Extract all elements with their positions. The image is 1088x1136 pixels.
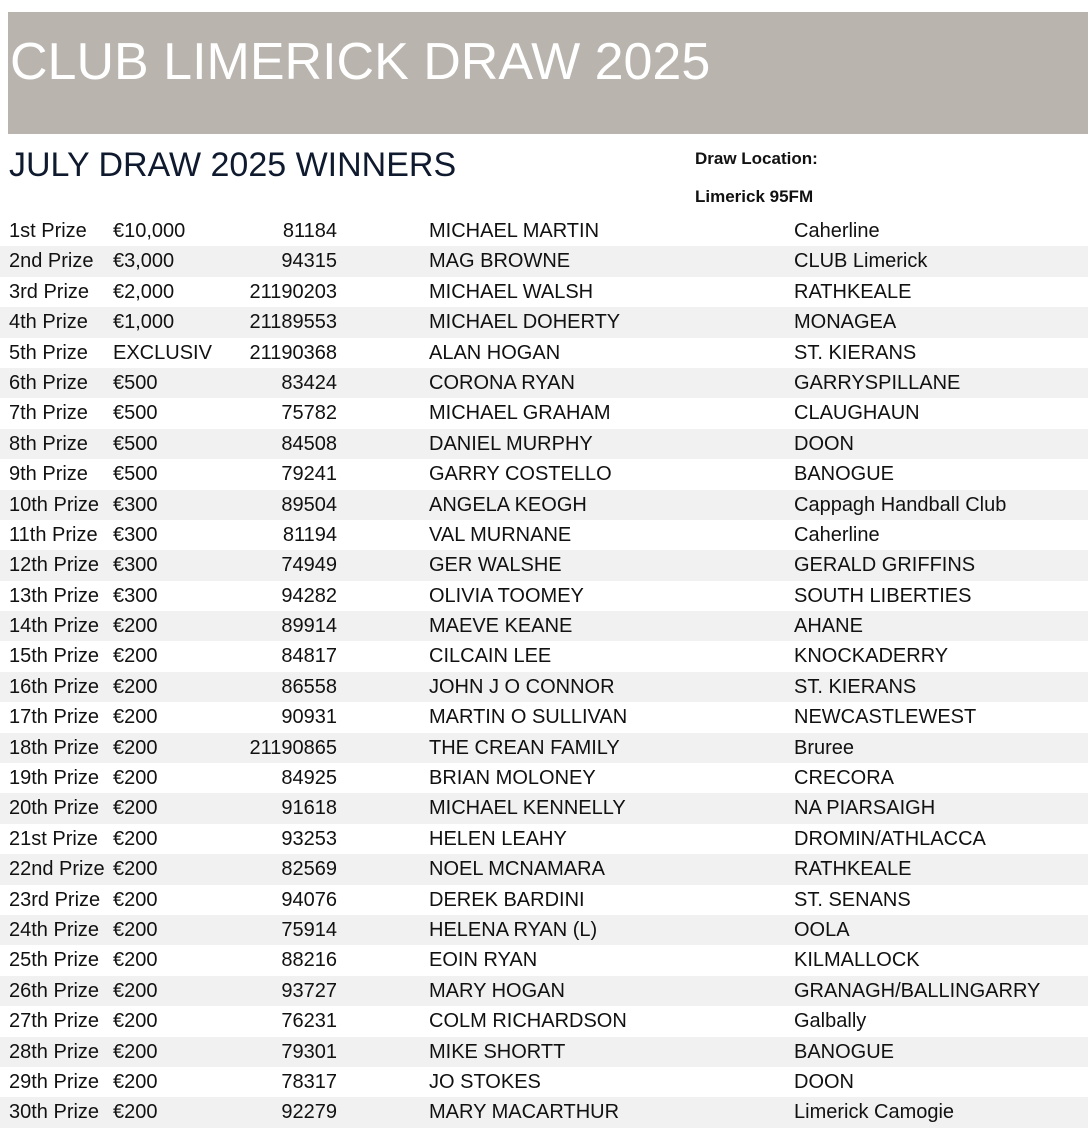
winner-row — [0, 429, 1088, 459]
winner-row — [0, 854, 1088, 884]
winner-row — [0, 763, 1088, 793]
prize-cell: 6th Prize — [9, 371, 88, 394]
club-cell: GARRYSPILLANE — [794, 371, 961, 394]
winner-name-cell: BRIAN MOLONEY — [429, 767, 596, 790]
club-cell: Galbally — [794, 1010, 867, 1033]
winner-name-cell: MICHAEL WALSH — [429, 280, 594, 303]
winner-name-cell: MARY HOGAN — [429, 979, 565, 1002]
winner-row — [0, 976, 1088, 1006]
winner-name-cell: DEREK BARDINI — [429, 888, 585, 911]
club-cell: Caherline — [794, 220, 880, 242]
amount-cell: €500 — [113, 463, 158, 486]
club-cell: KILMALLOCK — [794, 949, 920, 972]
club-cell: GRANAGH/BALLINGARRY — [794, 979, 1041, 1002]
prize-cell: 5th Prize — [9, 341, 88, 364]
prize-cell: 3rd Prize — [9, 280, 90, 303]
ticket-number-cell: 76231 — [281, 1010, 337, 1033]
amount-cell: €500 — [113, 432, 158, 455]
club-cell: BANOGUE — [794, 1040, 895, 1063]
prize-cell: 25th Prize — [9, 949, 100, 972]
club-cell: RATHKEALE — [794, 280, 912, 303]
ticket-number-cell: 90931 — [281, 706, 337, 729]
ticket-number-cell: 75782 — [281, 402, 337, 425]
amount-cell: €200 — [113, 858, 158, 881]
prize-cell: 21st Prize — [9, 827, 98, 850]
winner-name-cell: JO STOKES — [429, 1070, 541, 1093]
ticket-number-cell: 75914 — [281, 918, 337, 941]
winner-row — [0, 641, 1088, 671]
winner-name-cell: EOIN RYAN — [429, 949, 538, 972]
winner-row — [0, 611, 1088, 641]
club-cell: ST. KIERANS — [794, 675, 917, 698]
amount-cell: €300 — [113, 584, 158, 607]
winner-name-cell: GER WALSHE — [429, 554, 562, 577]
winner-row — [0, 246, 1088, 276]
winner-row — [0, 338, 1088, 368]
draw-subtitle: JULY DRAW 2025 WINNERS — [9, 146, 457, 184]
winner-name-cell: MICHAEL MARTIN — [429, 220, 600, 242]
ticket-number-cell: 84817 — [281, 645, 337, 668]
amount-cell: €200 — [113, 1040, 158, 1063]
ticket-number-cell: 21190865 — [249, 736, 337, 759]
winner-row — [0, 1097, 1088, 1127]
prize-cell: 10th Prize — [9, 493, 100, 516]
ticket-number-cell: 94315 — [281, 250, 337, 273]
winner-row — [0, 1067, 1088, 1097]
prize-cell: 1st Prize — [9, 220, 87, 242]
amount-cell: €2,000 — [113, 280, 175, 303]
club-cell: DROMIN/ATHLACCA — [794, 827, 986, 850]
club-cell: Cappagh Handball Club — [794, 493, 1007, 516]
prize-cell: 8th Prize — [9, 432, 88, 455]
prize-cell: 15th Prize — [9, 645, 100, 668]
winner-name-cell: ALAN HOGAN — [429, 341, 561, 364]
club-cell: BANOGUE — [794, 463, 895, 486]
winner-name-cell: MICHAEL GRAHAM — [429, 402, 611, 425]
club-cell: MONAGEA — [794, 311, 897, 334]
amount-cell: €3,000 — [113, 250, 175, 273]
prize-cell: 22nd Prize — [9, 858, 105, 881]
ticket-number-cell: 21190203 — [249, 280, 337, 303]
ticket-number-cell: 83424 — [281, 371, 337, 394]
winner-name-cell: NOEL MCNAMARA — [429, 858, 605, 881]
winner-row — [0, 490, 1088, 520]
winner-row — [0, 733, 1088, 763]
winner-name-cell: JOHN J O CONNOR — [429, 675, 615, 698]
winner-name-cell: MAEVE KEANE — [429, 615, 573, 638]
club-cell: RATHKEALE — [794, 858, 912, 881]
ticket-number-cell: 93727 — [281, 979, 337, 1002]
draw-location-value: Limerick 95FM — [695, 187, 814, 206]
ticket-number-cell: 82569 — [281, 858, 337, 881]
winner-name-cell: COLM RICHARDSON — [429, 1010, 627, 1033]
winner-name-cell: DANIEL MURPHY — [429, 432, 593, 455]
winner-name-cell: MIKE SHORTT — [429, 1040, 566, 1063]
prize-cell: 7th Prize — [9, 402, 88, 425]
ticket-number-cell: 79301 — [281, 1040, 337, 1063]
amount-cell: €1,000 — [113, 311, 175, 334]
ticket-number-cell: 89914 — [281, 615, 337, 638]
amount-cell: €200 — [113, 767, 158, 790]
winner-name-cell: ANGELA KEOGH — [429, 493, 587, 516]
club-cell: DOON — [794, 432, 854, 455]
amount-cell: €10,000 — [113, 220, 186, 242]
amount-cell: €200 — [113, 675, 158, 698]
ticket-number-cell: 81194 — [282, 523, 337, 546]
amount-cell: €200 — [113, 1101, 158, 1124]
winner-name-cell: GARRY COSTELLO — [429, 463, 612, 486]
prize-cell: 4th Prize — [9, 311, 88, 334]
club-cell: Limerick Camogie — [794, 1101, 955, 1124]
winner-row — [0, 1006, 1088, 1036]
prize-cell: 20th Prize — [9, 797, 100, 820]
winner-row — [0, 216, 1088, 246]
winner-row — [0, 520, 1088, 550]
club-cell: KNOCKADERRY — [794, 645, 949, 668]
winner-row — [0, 550, 1088, 580]
ticket-number-cell: 89504 — [281, 493, 337, 516]
prize-cell: 11th Prize — [9, 523, 98, 546]
amount-cell: €300 — [113, 493, 158, 516]
amount-cell: €500 — [113, 402, 158, 425]
winner-row — [0, 824, 1088, 854]
winner-name-cell: VAL MURNANE — [429, 523, 572, 546]
ticket-number-cell: 21190368 — [249, 341, 337, 364]
prize-cell: 16th Prize — [9, 675, 100, 698]
ticket-number-cell: 79241 — [281, 463, 337, 486]
ticket-number-cell: 94282 — [281, 584, 337, 607]
amount-cell: €200 — [113, 888, 158, 911]
amount-cell: €200 — [113, 1070, 158, 1093]
prize-cell: 24th Prize — [9, 918, 100, 941]
draw-location-label: Draw Location: — [695, 149, 818, 168]
winner-row — [0, 793, 1088, 823]
club-cell: SOUTH LIBERTIES — [794, 584, 972, 607]
amount-cell: €200 — [113, 645, 158, 668]
club-cell: OOLA — [794, 918, 850, 941]
winner-name-cell: MARY MACARTHUR — [429, 1101, 620, 1124]
club-cell: CRECORA — [794, 767, 895, 790]
ticket-number-cell: 88216 — [281, 949, 337, 972]
prize-cell: 28th Prize — [9, 1040, 100, 1063]
winner-row — [0, 459, 1088, 489]
ticket-number-cell: 78317 — [281, 1070, 337, 1093]
ticket-number-cell: 86558 — [281, 675, 337, 698]
winner-name-cell: THE CREAN FAMILY — [429, 736, 620, 759]
winner-name-cell: HELENA RYAN (L) — [429, 918, 598, 941]
club-cell: GERALD GRIFFINS — [794, 554, 976, 577]
ticket-number-cell: 92279 — [281, 1101, 337, 1124]
amount-cell: €300 — [113, 554, 158, 577]
amount-cell: €500 — [113, 371, 158, 394]
ticket-number-cell: 84508 — [281, 432, 337, 455]
ticket-number-cell: 94076 — [281, 888, 337, 911]
club-cell: CLAUGHAUN — [794, 402, 920, 425]
amount-cell: €200 — [113, 736, 158, 759]
amount-cell: €200 — [113, 979, 158, 1002]
winner-name-cell: HELEN LEAHY — [429, 827, 567, 850]
amount-cell: €200 — [113, 1010, 158, 1033]
amount-cell: EXCLUSIV — [113, 341, 212, 364]
club-cell: DOON — [794, 1070, 854, 1093]
ticket-number-cell: 93253 — [281, 827, 337, 850]
amount-cell: €200 — [113, 706, 158, 729]
prize-cell: 2nd Prize — [9, 250, 94, 273]
prize-cell: 23rd Prize — [9, 888, 101, 911]
amount-cell: €200 — [113, 949, 158, 972]
club-cell: ST. KIERANS — [794, 341, 917, 364]
winner-row — [0, 398, 1088, 428]
club-cell: ST. SENANS — [794, 888, 911, 911]
prize-cell: 14th Prize — [9, 615, 100, 638]
ticket-number-cell: 74949 — [281, 554, 337, 577]
title-banner — [8, 12, 1088, 134]
ticket-number-cell: 91618 — [281, 797, 337, 820]
winner-name-cell: MICHAEL DOHERTY — [429, 311, 621, 334]
amount-cell: €200 — [113, 827, 158, 850]
club-cell: AHANE — [794, 615, 863, 638]
winner-row — [0, 945, 1088, 975]
club-cell: NA PIARSAIGH — [794, 797, 936, 820]
ticket-number-cell: 81184 — [282, 220, 337, 242]
prize-cell: 27th Prize — [9, 1010, 100, 1033]
winner-row — [0, 885, 1088, 915]
prize-cell: 9th Prize — [9, 463, 88, 486]
winner-name-cell: OLIVIA TOOMEY — [429, 584, 584, 607]
winner-row — [0, 702, 1088, 732]
prize-cell: 13th Prize — [9, 584, 100, 607]
winner-row — [0, 1037, 1088, 1067]
prize-cell: 19th Prize — [9, 767, 100, 790]
winner-row — [0, 307, 1088, 337]
club-cell: Caherline — [794, 523, 880, 546]
page-title: CLUB LIMERICK DRAW 2025 — [10, 33, 711, 91]
amount-cell: €300 — [113, 523, 158, 546]
prize-cell: 17th Prize — [9, 706, 100, 729]
prize-cell: 29th Prize — [9, 1070, 100, 1093]
winner-row — [0, 277, 1088, 307]
prize-cell: 30th Prize — [9, 1101, 100, 1124]
winners-table — [0, 216, 1088, 1128]
prize-cell: 18th Prize — [9, 736, 100, 759]
prize-cell: 12th Prize — [9, 554, 100, 577]
prize-cell: 26th Prize — [9, 979, 100, 1002]
club-cell: NEWCASTLEWEST — [794, 706, 977, 729]
amount-cell: €200 — [113, 797, 158, 820]
club-cell: CLUB Limerick — [794, 250, 928, 273]
winner-name-cell: MAG BROWNE — [429, 250, 571, 273]
winner-row — [0, 915, 1088, 945]
ticket-number-cell: 84925 — [281, 767, 337, 790]
winner-name-cell: CORONA RYAN — [429, 371, 575, 394]
winner-name-cell: CILCAIN LEE — [429, 645, 552, 668]
winner-row — [0, 672, 1088, 702]
amount-cell: €200 — [113, 918, 158, 941]
winner-name-cell: MARTIN O SULLIVAN — [429, 706, 628, 729]
winner-row — [0, 581, 1088, 611]
ticket-number-cell: 21189553 — [249, 311, 337, 334]
amount-cell: €200 — [113, 615, 158, 638]
winner-row — [0, 368, 1088, 398]
club-cell: Bruree — [794, 736, 855, 759]
winner-name-cell: MICHAEL KENNELLY — [429, 797, 626, 820]
